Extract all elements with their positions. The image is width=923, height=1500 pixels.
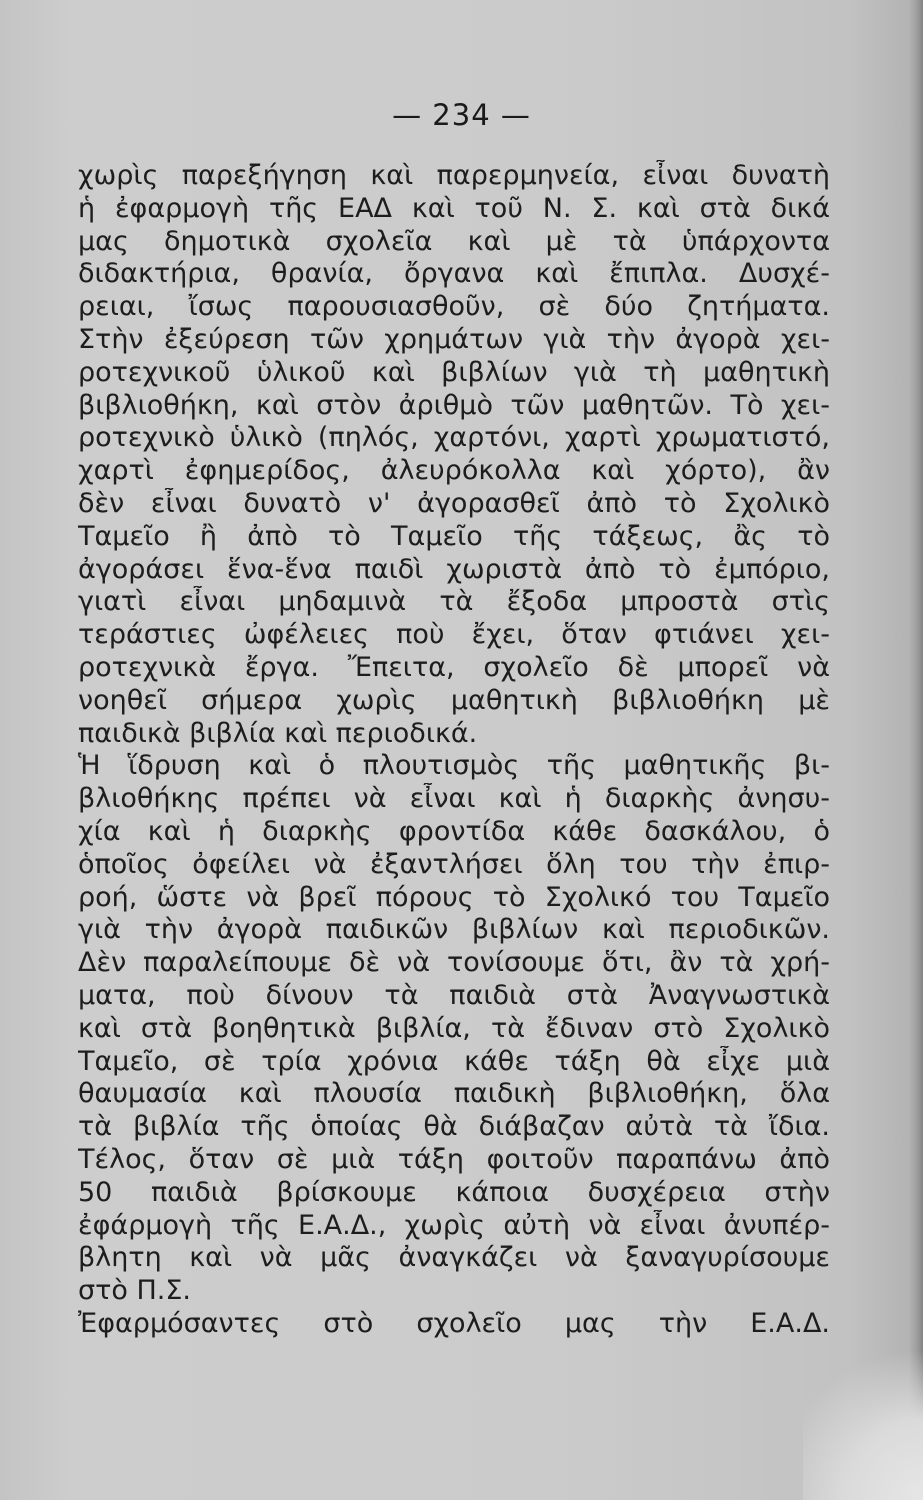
text-line: τὰ βιβλία τῆς ὁποίας θὰ διάβαζαν αὐτὰ τὰ ἴδια. xyxy=(78,1111,830,1143)
text-line: ματα, ποὺ δίνουν τὰ παιδιὰ στὰ Ἀναγνωστικὰ xyxy=(78,979,830,1011)
text-line: ἐφάρμογὴ τῆς Ε.Α.Δ., χωρὶς αὐτὴ νὰ εἶναι ἀνυπέρ- xyxy=(78,1209,830,1241)
text-line: Στὴν ἐξεύρεση τῶν χρημάτων γιὰ τὴν ἀγορὰ χει- xyxy=(78,323,830,355)
text-line: χωρὶς παρεξήγηση καὶ παρερμηνεία, εἶναι δυνατὴ xyxy=(78,160,830,191)
text-line: νοηθεῖ σήμερα χωρὶς μαθητικὴ βιβλιοθήκη μὲ xyxy=(78,684,830,716)
text-line: ροτεχνικὰ ἔργα. Ἔπειτα, σχολεῖο δὲ μπορεῖ νὰ xyxy=(78,651,830,683)
text-line: ροή, ὥστε νὰ βρεῖ πόρους τὸ Σχολικό του Ταμεῖο xyxy=(78,881,830,913)
text-line: ἡ ἐφαρμογὴ τῆς ΕΑΔ καὶ τοῦ Ν. Σ. καὶ στὰ δικά xyxy=(78,192,830,224)
text-line: χαρτὶ ἐφημερίδος, ἀλευρόκολλα καὶ χόρτο), ἂν xyxy=(78,455,830,487)
text-line: Ταμεῖο, σὲ τρία χρόνια κάθε τάξη θὰ εἶχε μιὰ xyxy=(78,1045,830,1077)
page-number: — 234 — xyxy=(392,98,531,132)
text-line: γιὰ τὴν ἀγορὰ παιδικῶν βιβλίων καὶ περιοδικῶν. xyxy=(78,914,830,946)
text-line: βλητη καὶ νὰ μᾶς ἀναγκάζει νὰ ξαναγυρίσουμε xyxy=(78,1242,830,1274)
text-line: τεράστιες ὠφέλειες ποὺ ἔχει, ὅταν φτιάνει χει- xyxy=(78,619,830,651)
text-line: Ἐφαρμόσαντες στὸ σχολεῖο μας τὴν Ε.Α.Δ. xyxy=(78,1307,830,1339)
text-line: ἀγοράσει ἕνα-ἕνα παιδὶ χωριστὰ ἀπὸ τὸ ἐμπόριο, xyxy=(78,553,830,585)
text-line: χία καὶ ἡ διαρκὴς φροντίδα κάθε δασκάλου, ὁ xyxy=(78,815,830,847)
body-text xyxy=(78,160,830,1341)
text-line: βλιοθήκης πρέπει νὰ εἶναι καὶ ἡ διαρκὴς ἀνησυ- xyxy=(78,783,830,815)
text-line: Τέλος, ὅταν σὲ μιὰ τάξη φοιτοῦν παραπάνω ἀπὸ xyxy=(78,1143,830,1175)
text-line: Δὲν παραλείπουμε δὲ νὰ τονίσουμε ὅτι, ἂν τὰ χρή- xyxy=(78,947,830,979)
worn-corner xyxy=(803,1340,923,1500)
text-line: βιβλιοθήκη, καὶ στὸν ἀριθμὸ τῶν μαθητῶν. Τὸ χει- xyxy=(78,389,830,421)
text-line: ροτεχνικοῦ ὑλικοῦ καὶ βιβλίων γιὰ τὴ μαθητικὴ xyxy=(78,356,830,388)
page-spine-shadow xyxy=(909,0,923,1500)
text-line: θαυμασία καὶ πλουσία παιδικὴ βιβλιοθήκη, ὅλα xyxy=(78,1078,830,1110)
text-line: ροτεχνικὸ ὑλικὸ (πηλός, χαρτόνι, χαρτὶ χρωματιστό, xyxy=(78,422,830,454)
text-line: δὲν εἶναι δυνατὸ ν' ἀγορασθεῖ ἀπὸ τὸ Σχολικὸ xyxy=(78,487,830,519)
text-line: γιατὶ εἶναι μηδαμινὰ τὰ ἔξοδα μπροστὰ στὶς xyxy=(78,586,830,618)
text-line: ρειαι, ἴσως παρουσιασθοῦν, σὲ δύο ζητήματα. xyxy=(78,291,830,323)
text-line: στὸ Π.Σ. xyxy=(78,1275,191,1307)
text-line: παιδικὰ βιβλία καὶ περιοδικά. xyxy=(78,717,478,749)
text-line: ὁποῖος ὀφείλει νὰ ἐξαντλήσει ὅλη του τὴν ἐπιρ- xyxy=(78,848,830,880)
text-line: καὶ στὰ βοηθητικὰ βιβλία, τὰ ἔδιναν στὸ Σχολικὸ xyxy=(78,1012,830,1044)
text-line: μας δημοτικὰ σχολεῖα καὶ μὲ τὰ ὑπάρχοντα xyxy=(78,225,830,257)
text-line: διδακτήρια, θρανία, ὄργανα καὶ ἔπιπλα. Δυσχέ- xyxy=(78,258,830,290)
text-line: Ταμεῖο ἢ ἀπὸ τὸ Ταμεῖο τῆς τάξεως, ἂς τὸ xyxy=(78,520,830,552)
text-line: 50 παιδιὰ βρίσκουμε κάποια δυσχέρεια στὴν xyxy=(78,1176,830,1208)
text-line: Ἡ ἵδρυση καὶ ὁ πλουτισμὸς τῆς μαθητικῆς βι- xyxy=(78,750,830,782)
